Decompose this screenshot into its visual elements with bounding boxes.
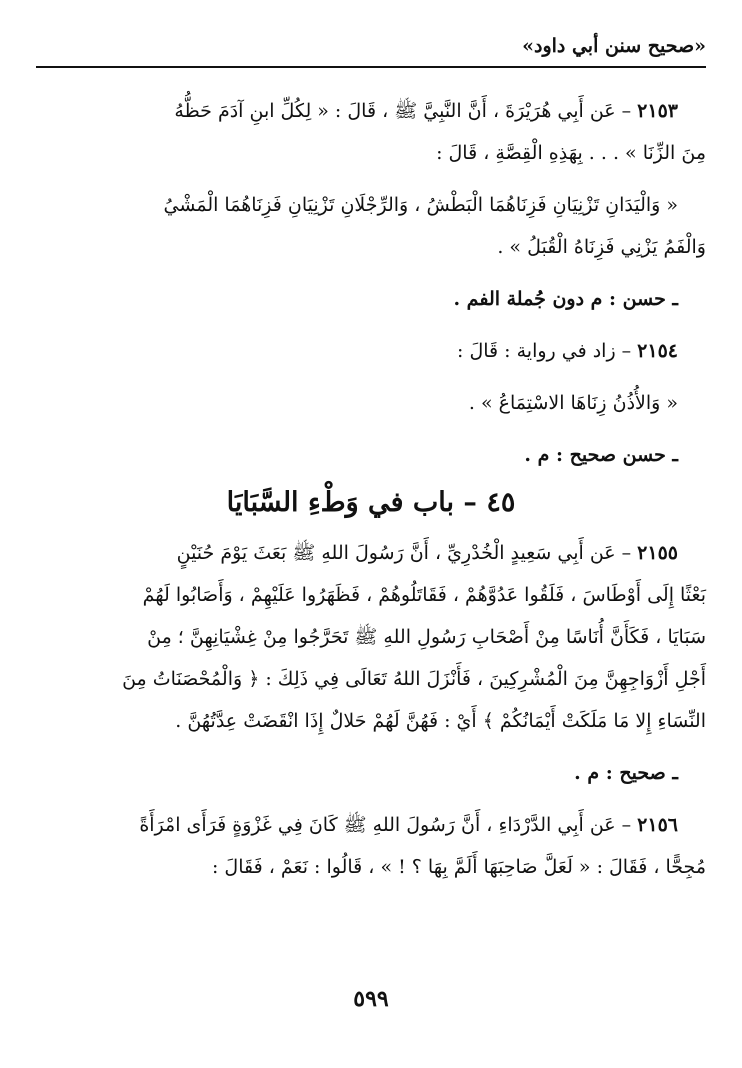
hadith-2155-line-2: بَعْثًا إِلَى أَوْطَاسَ ، فَلَقُوا عَدُوَّهُمْ ، فَقَاتَلُوهُمْ ، فَظَهَرُوا عَلَيْهِمْ ، وَأَصَابُوا لَهُمْ	[142, 584, 706, 606]
hadith-2156-line-2: مُجِحًّا ، فَقَالَ : « لَعَلَّ صَاحِبَهَا أَلَمَّ بِهَا ؟ ! » ، قَالُوا : نَعَمْ ، فَقَالَ :	[211, 856, 706, 878]
hadith-text: – عَن أَبِي الدَّرْدَاءِ ، أَنَّ رَسُولَ اللهِ ﷺ كَانَ فِي غَزْوَةٍ فَرَأَى امْرَأَةً	[139, 814, 632, 836]
hadith-2156-line-1	[36, 804, 706, 846]
hadith-text: – زاد في رواية : قَالَ :	[457, 340, 632, 362]
hadith-2155-line-5: النِّسَاءِ إِلا مَا مَلَكَتْ أَيْمَانُكُمْ ﴾ أَيْ : فَهُنَّ لَهُمْ حَلالٌ إِذَا انْقَضَتْ عِدَّتُهُنَّ .	[175, 710, 706, 732]
hadith-2154-line-1	[36, 330, 706, 372]
hadith-2153-line-2: مِنَ الزِّنَا » . . . بِهَذِهِ الْقِصَّةِ ، قَالَ :	[436, 142, 706, 164]
hadith-2155-line-1	[36, 532, 706, 574]
hadith-text: – عَن أَبِي سَعِيدٍ الْخُدْرِيِّ ، أَنَّ رَسُولَ اللهِ ﷺ بَعَثَ يَوْمَ حُنَيْنٍ	[176, 542, 632, 564]
hadith-2153-quote-line-2: وَالْفَمُ يَزْنِي فَزِنَاهُ الْقُبَلُ » .	[497, 236, 706, 258]
hadith-2155-line-4: أَجْلِ أَزْوَاجِهِنَّ مِنَ الْمُشْرِكِينَ ، فَأَنْزَلَ اللهُ تَعَالَى فِي ذَلِكَ : ﴿ وَالْمُحْصَنَاتُ مِنَ	[122, 668, 706, 690]
page-number: ٥٩٩	[353, 986, 389, 1012]
hadith-2154-grade: ـ حسن صحيح : م .	[524, 444, 678, 466]
chapter-heading: ٤٥ – باب في وَطْءِ السَّبَايَا	[226, 487, 516, 518]
page-body	[36, 90, 706, 888]
hadith-2153-quote-line-1: « وَالْيَدَانِ تَزْنِيَانِ فَزِنَاهُمَا الْبَطْشُ ، وَالرِّجْلَانِ تَزْنِيَانِ فَزِنَاهُمَا الْمَشْيُ	[163, 194, 678, 216]
hadith-text: – عَن أَبِي هُرَيْرَةَ ، أَنَّ النَّبِيَّ ﷺ ، قَالَ : « لِكُلِّ ابنِ آدَمَ حَظُّهُ	[174, 100, 632, 122]
hadith-number: ٢١٥٣	[637, 100, 678, 122]
hadith-number: ٢١٥٦	[637, 814, 678, 836]
book-page	[36, 28, 706, 1048]
hadith-2154-quote: « وَالأُذُنُ زِنَاهَا الاسْتِمَاعُ » .	[468, 392, 678, 414]
hadith-2155-grade: ـ صحيح : م .	[574, 762, 678, 784]
page-header	[36, 28, 706, 64]
hadith-2155-line-3: سَبَايَا ، فَكَأَنَّ أُنَاسًا مِنْ أَصْحَابِ رَسُولِ اللهِ ﷺ تَحَرَّجُوا مِنْ غِشْيَانِهِنَّ ؛ مِنْ	[147, 626, 706, 648]
hadith-2153-grade: ـ حسن : م دون جُملة الفم .	[453, 288, 678, 310]
hadith-number: ٢١٥٥	[637, 542, 678, 564]
hadith-2153-line-1	[36, 90, 706, 132]
hadith-number: ٢١٥٤	[637, 340, 678, 362]
header-rule	[36, 66, 706, 68]
running-title: «صحيح سنن أبي داود»	[522, 35, 706, 57]
